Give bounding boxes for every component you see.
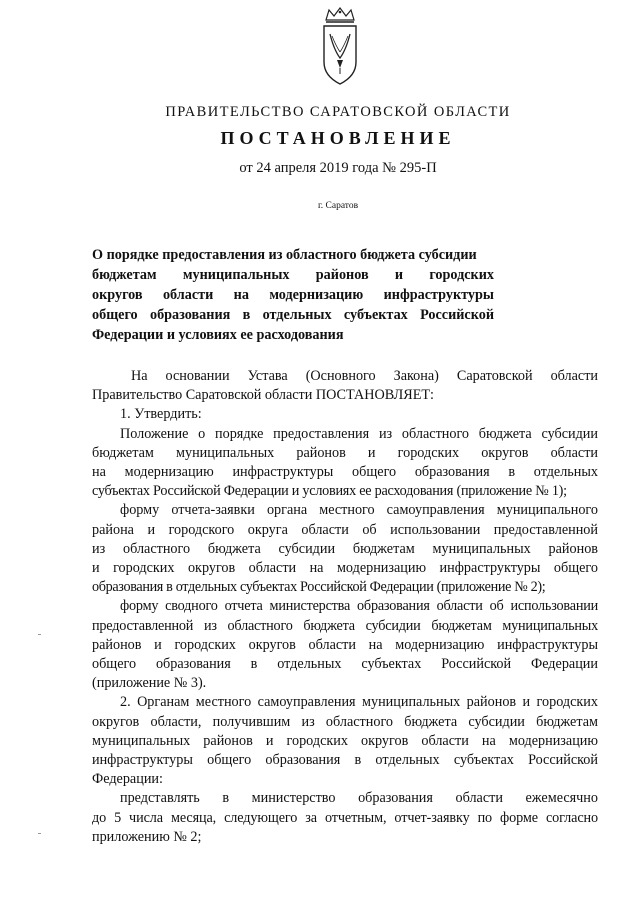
scan-mark [38, 634, 41, 635]
body-line: общего образования в отдельных субъектах Российской Федерации [92, 656, 598, 673]
body-line: Правительство Саратовской области ПОСТАНОВЛЯЕТ: [92, 387, 435, 404]
body-line: форму сводного отчета министерства образования области об использовании [120, 598, 598, 615]
body-line: округов области, получившим из областного бюджета субсидии бюджетам [92, 713, 598, 730]
body-line: (приложение № 3). [92, 675, 207, 692]
body-line: форму отчета-заявки органа местного самоуправления муниципального [120, 502, 598, 519]
body-line: муниципальных районов и городских округов области на модернизацию [92, 732, 598, 749]
body-line: инфраструктуры общего образования в отдельных субъектах Российской [92, 752, 598, 769]
body-line: на модернизацию инфраструктуры общего образования в отдельных [92, 464, 598, 481]
body-line: бюджетам муниципальных районов и городских округов области [92, 444, 598, 461]
body-line: предоставленной из областного бюджета субсидии бюджетам муниципальных [92, 617, 598, 634]
body-line: 2. Органам местного самоуправления муниципальных районов и городских [120, 694, 598, 711]
body-line: и городских округов области на модернизацию инфраструктуры общего [92, 560, 598, 577]
body-line: до 5 числа месяца, следующего за отчетным, отчет-заявку по форме согласно [92, 809, 598, 826]
title-line: О порядке предоставления из областного бюджета субсидии [92, 247, 477, 263]
document-city: г. Саратов [317, 201, 359, 211]
body-line: районов и городских округов области на модернизацию инфраструктуры [92, 636, 598, 653]
body-line: Федерации: [92, 771, 163, 788]
title-line: округов области на модернизацию инфраструктуры [92, 287, 494, 303]
body-line: 1. Утвердить: [120, 406, 202, 423]
body-line: из областного бюджета субсидии бюджетам муниципальных районов [92, 540, 598, 557]
body-line: На основании Устава (Основного Закона) Саратовской области [131, 368, 598, 384]
saratov-coat-of-arms-icon [320, 6, 360, 92]
body-line: образования в отдельных субъектах Российской Федерации (приложение № 2); [92, 579, 546, 596]
document-body [92, 367, 598, 847]
title-line: бюджетам муниципальных районов и городских [92, 267, 494, 283]
government-name: ПРАВИТЕЛЬСТВО САРАТОВСКОЙ ОБЛАСТИ [165, 104, 511, 120]
document-date-number: от 24 апреля 2019 года № 295-П [239, 160, 437, 176]
body-line: приложению № 2; [92, 828, 202, 845]
document-type: ПОСТАНОВЛЕНИЕ [220, 128, 456, 148]
body-line: района и городского округа области об использовании предоставленной [92, 521, 598, 538]
title-line: Федерации и условиях ее расходования [92, 327, 344, 343]
body-line: представлять в министерство образования области ежемесячно [120, 790, 598, 807]
body-line: Положение о порядке предоставления из областного бюджета субсидии [120, 425, 598, 442]
scan-mark [38, 833, 41, 834]
body-line: субъектах Российской Федерации и условиях ее расходования (приложение № 1); [92, 483, 567, 500]
title-line: общего образования в отдельных субъектах Российской [92, 307, 494, 323]
document-title [92, 245, 494, 345]
